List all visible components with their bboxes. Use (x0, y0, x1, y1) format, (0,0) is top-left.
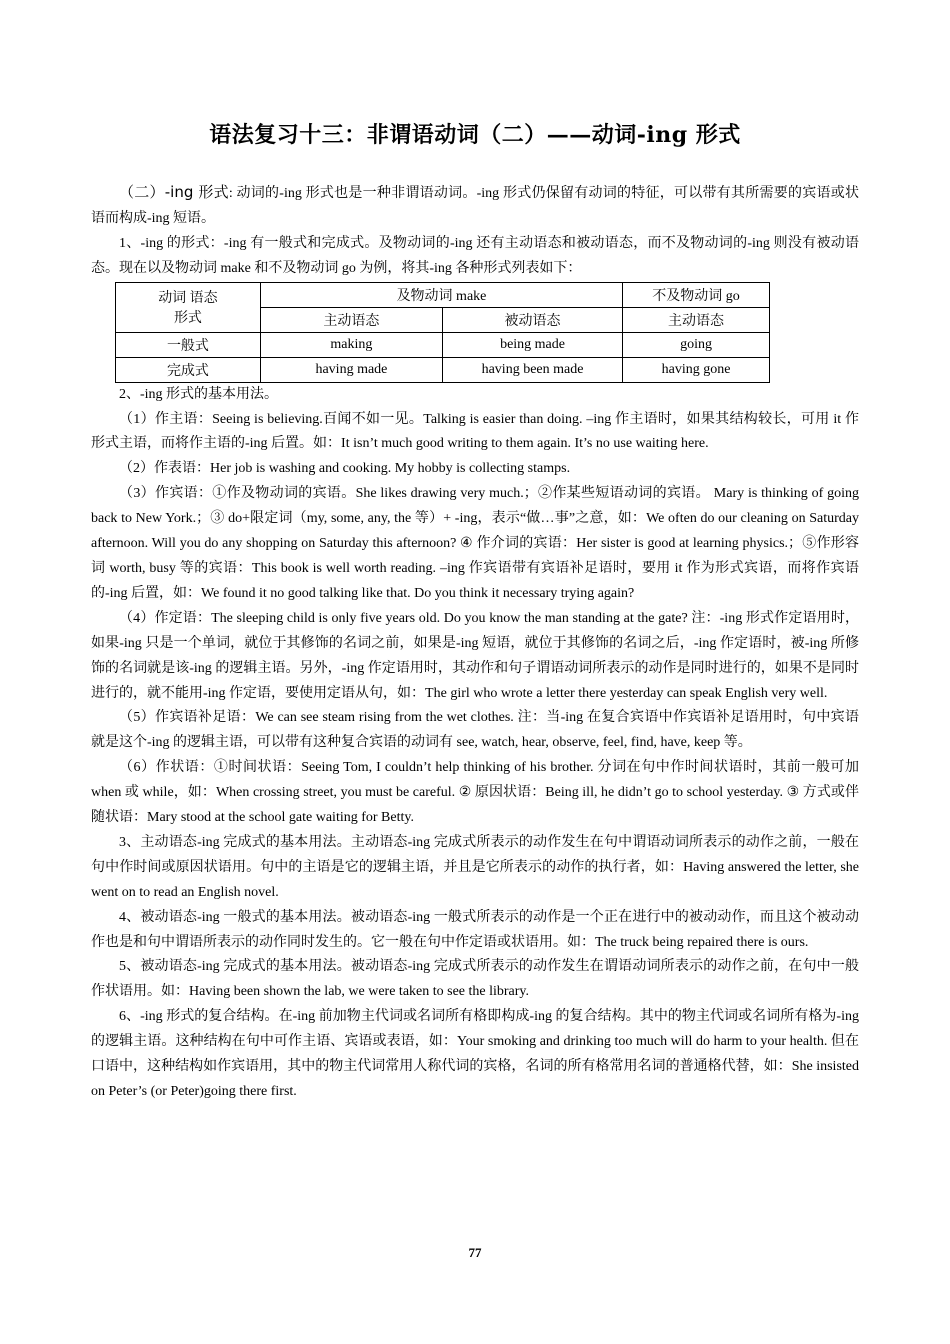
passive-voice-header: 被动语态 (442, 307, 622, 332)
intro-lead: （二）-ing 形式 (119, 183, 229, 201)
usage-complement-paragraph: （5）作宾语补足语：We can see steam rising from the wet clothes. 注：当-ing 在复合宾语中作宾语补足语用时，句中宾语就是这个-ing 的逻辑主语，可以带有这种复合宾语的动词有 see, watch, hear, observe, feel, find, have, keep 等。 (91, 710, 859, 751)
intransitive-header: 不及物动词 go (623, 282, 770, 307)
form-cell: 一般式 (116, 332, 261, 357)
section-5-paragraph: 5、被动语态-ing 完成式的基本用法。被动语态-ing 完成式所表示的动作发生在谓语动词所表示的动作之前，在句中一般作状语用。如：Having been shown the lab, we were taken to see the library. (91, 959, 859, 1000)
document-page (91, 112, 859, 1105)
section-1-paragraph: 1、-ing 的形式：-ing 有一般式和完成式。及物动词的-ing 还有主动语态和被动语态，而不及物动词的-ing 则没有被动语态。现在以及物动词 make 和不及物动词 go 为例，将其-ing 各种形式列表如下： (91, 235, 859, 276)
table-corner-cell (116, 282, 261, 332)
table-header-row (116, 282, 770, 307)
ing-forms-table (115, 282, 770, 383)
section-6-paragraph: 6、-ing 形式的复合结构。在-ing 前加物主代词或名词所有格即构成-ing 的复合结构。其中的物主代词或名词所有格为-ing 的逻辑主语。这种结构在句中可作主语、宾语或表语，如：Your smoking and drinking too much will do harm to your health. 但在口语中，这种结构如作宾语用，其中的物主代词常用人称代词的宾格，名词的所有格常用名词的普通格代替，如：She insisted on Peter’s (or Peter)going there first. (91, 1009, 859, 1099)
passive-cell: being made (442, 332, 622, 357)
usage-subject-paragraph: （1）作主语：Seeing is believing.百闻不如一见。Talking is easier than doing. –ing 作主语时，如果其结构较长，可用 it 作形式主语，而将作主语的-ing 后置。如：It isn’t much good writing to them again. It’s no use waiting here. (91, 411, 859, 452)
usage-adverbial-paragraph: （6）作状语：①时间状语：Seeing Tom, I couldn’t help thinking of his brother. 分词在句中作时间状语时，其前一般可加 when 或 while，如：When crossing street, you must be careful. ② 原因状语：Being ill, he didn’t go to school yesterday. ③ 方式或伴随状语：Mary stood at the school gate waiting for Betty. (91, 760, 859, 826)
section-3-paragraph: 3、主动语态-ing 完成式的基本用法。主动语态-ing 完成式所表示的动作发生在句中谓语动词所表示的动作之前，一般在句中作时间或原因状语用。句中的主语是它的逻辑主语，并且是它所表示的动作的执行者，如：Having answered the letter, she went on to read an English novel. (91, 834, 859, 900)
intransitive-cell: having gone (623, 357, 770, 382)
intro-paragraph (91, 180, 859, 232)
page-number: 77 (468, 1245, 482, 1260)
passive-cell: having been made (442, 357, 622, 382)
table-row (116, 357, 770, 382)
usage-predicative-paragraph: （2）作表语：Her job is washing and cooking. My hobby is collecting stamps. (119, 461, 571, 477)
corner-top-label: 动词 语态 (158, 291, 218, 307)
form-cell: 完成式 (116, 357, 261, 382)
section-4-paragraph: 4、被动语态-ing 一般式的基本用法。被动语态-ing 一般式所表示的动作是一个正在进行中的被动动作，而且这个被动动作也是和句中谓语所表示的动作同时发生的。它一般在句中作定语或状语用。如：The truck being repaired there is ours. (91, 909, 859, 950)
usage-object-paragraph: （3）作宾语：①作及物动词的宾语。She likes drawing very much.；②作某些短语动词的宾语。 Mary is thinking of going back to New York.；③ do+限定词（my, some, any, the 等）+ -ing，表示“做…事”之意，如：We often do our cleaning on Saturday afternoon. Will you do any shopping on Saturday this afternoon? ④ 作介词的宾语：Her sister is good at learning physics.；⑤作形容词 worth, busy 等的宾语：This book is well worth reading. –ing 作宾语带有宾语补足语时，要用 it 作为形式宾语，而将作宾语的-ing 后置，如：We found it no good talking like that. Do you think it necessary trying again? (91, 486, 859, 601)
title-spacer (91, 158, 859, 180)
active-cell: making (260, 332, 442, 357)
corner-bottom-label: 形式 (173, 311, 202, 327)
active-voice-header-2: 主动语态 (623, 307, 770, 332)
active-voice-header: 主动语态 (260, 307, 442, 332)
section-2-heading: 2、-ing 形式的基本用法。 (119, 386, 279, 402)
intransitive-cell: going (623, 332, 770, 357)
intro-text: : 动词的-ing 形式也是一种非谓语动词。-ing 形式仍保留有动词的特征，可以带有其所需要的宾语或状语而构成-ing 短语。 (91, 186, 859, 226)
active-cell: having made (260, 357, 442, 382)
usage-attributive-paragraph: （4）作定语：The sleeping child is only five years old. Do you know the man standing at the gate? 注：-ing 形式作定语用时，如果-ing 只是一个单词，就位于其修饰的名词之前，如果是-ing 短语，就位于其修饰的名词之后，-ing 作定语时，被-ing 所修饰的名词就是该-ing 的逻辑主语。另外，-ing 作定语用时，其动作和句子谓语动词所表示的动作是同时进行的，如果不是同时进行的，就不能用-ing 作定语，要使用定语从句，如：The girl who wrote a letter there yesterday can speak English very well. (91, 610, 859, 701)
transitive-header: 及物动词 make (260, 282, 622, 307)
table-row (116, 332, 770, 357)
page-title: 语法复习十三：非谓语动词（二）——动词-ing 形式 (209, 122, 741, 148)
